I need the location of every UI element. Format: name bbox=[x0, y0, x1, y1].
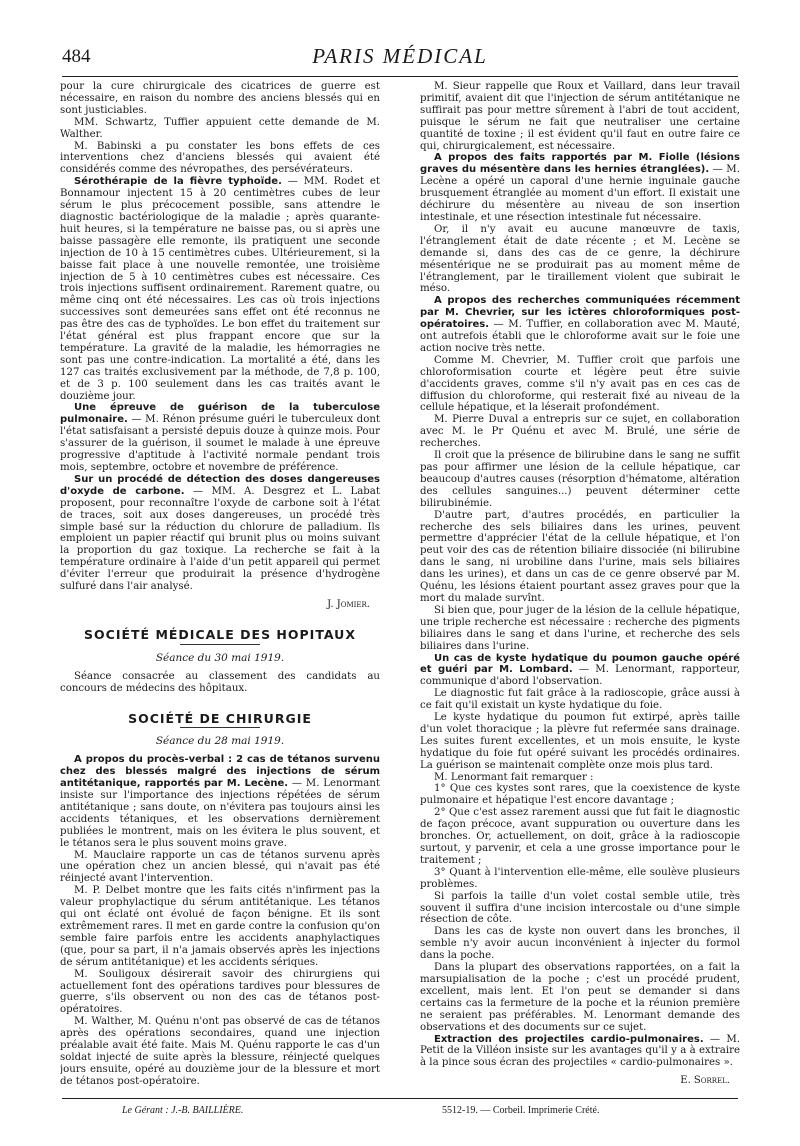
paragraph: Séance consacrée au classement des candidats au concours de médecins des hôpitaux. bbox=[60, 670, 380, 694]
page-header bbox=[62, 42, 738, 77]
article-kyste bbox=[420, 653, 740, 689]
article-text: — M. Lenormant insiste sur l'importance des injections répétées de sérum antitétanique ; sans doute, on n'évitera pas toujours ainsi les accidents tétaniques, et les observations dernièrement publiées le montrent, mais on les évitera le plus souvent, et le tétanos sera le plus souvent moins grave. bbox=[60, 778, 380, 849]
section-title-hopitaux: SOCIÉTÉ MÉDICALE DES HOPITAUX bbox=[84, 626, 356, 642]
article-heading: Une épreuve de guérison de la tuberculose pulmonaire. bbox=[60, 402, 380, 426]
article-extraction bbox=[420, 1034, 740, 1070]
article-text: — MM. A. Desgrez et L. Labat proposent, pour reconnaître l'oxyde de carbone soit à l'état de traces, soit aux doses dangereuses, un procédé très simple basé sur la réduction du chlorure de palladium. Ils emploient un papier réactif qui brunit plus ou moins suivant la proportion du gaz toxique. La recherche se fait à la température ordinaire à l'aide d'un petit appareil qui permet d'éviter l'erreur que produirait la présence d'hydrogène sulfuré dans l'air analysé. bbox=[60, 485, 380, 593]
author-signature: E. Sorrel. bbox=[680, 1075, 730, 1087]
paragraph: Le kyste hydatique du poumon fut extirpé, après taille d'un volet thoracique ; la plèvre fut refermée sans drainage. Les suites furent excellentes, et un mois ensuite, le kyste hydatique du foie fut opéré suivant les procédés ordinaires. La guérison se maintenait complète onze mois plus tard. bbox=[420, 712, 740, 771]
article-text: — MM. Rodet et Bonnamour injectent 15 à 20 centimètres cubes de leur sérum le plus précocement possible, sans attendre le diagnostic bactériologique de la maladie ; après quarante-huit heures, si la température ne baisse pas, ou si après une baisse passagère elle remonte, ils pratiquent une seconde injection de 10 à 15 centimètres cubes. Ultérieurement, si la baisse fait place à une nouvelle remontée, une troisième injection de 5 à 10 centimètres cubes est nécessaire. Ces trois injections suffisent ordinairement. Rarement quatre, ou même cinq ont été nécessaires. Les cas où trois injections successives sont demeurées sans effet ont été reconnus ne pas être des cas de typhoïdes. Le bon effet du traitement sur l'état général est plus frappant encore que sur la température. La gravité de la maladie, les hémorragies ne sont pas une contre-indication. La mortalité a été, dans les 127 cas traités exclusivement par la méthode, de 7,8 p. 100, et de 3 p. 100 seulement dans les cas traités avant le douzième jour. bbox=[60, 176, 380, 402]
article-heading: Sur un procédé de détection des doses dangereuses d'oxyde de carbone. bbox=[60, 473, 380, 497]
paragraph: Si bien que, pour juger de la lésion de la cellule hépatique, une triple recherche est nécessaire : recherche des pigments biliaires dans le sang et dans l'urine, et recherche des sels biliaires dans l'urine. bbox=[420, 604, 740, 652]
footer-gerant: Le Gérant : J.-B. BAILLIÈRE. bbox=[122, 1105, 244, 1116]
article-proces-verbal bbox=[60, 754, 380, 849]
article-chevrier bbox=[420, 295, 740, 355]
paragraph: Dans la plupart des observations rapportées, on a fait la marsupialisation de la poche ; c'est un procédé prudent, excellent, mais lent. Et l'on peut se demander si dans certains cas la fermeture de la poche et la réunion première ne seraient pas préférables. M. Lenormant demande des observations et des documents sur ce sujet. bbox=[420, 962, 740, 1033]
article-oxyde bbox=[60, 474, 380, 593]
paragraph: M. Babinski a pu constater les bons effets de ces interventions chez d'anciens blessés qui avaient été considérés comme des névropathes, des persévérateurs. bbox=[60, 140, 380, 176]
section-title-chirurgie: SOCIÉTÉ DE CHIRURGIE bbox=[128, 710, 312, 726]
paragraph: Si parfois la taille d'un volet costal semble utile, très souvent il suffira d'une incision intercostale ou d'une simple résection de côte. bbox=[420, 890, 740, 926]
article-text: — M. Lenormant, rapporteur, communique d'abord l'observation. bbox=[420, 664, 740, 688]
article-typhoide bbox=[60, 176, 380, 402]
paragraph: Il croit que la présence de bilirubine dans le sang ne suffit pas pour affirmer une lésion de la cellule hépatique, car beaucoup d'autres causes (résorption d'hématome, altération des cellules sanguines...) peuvent déterminer cette bilirubinémie. bbox=[420, 450, 740, 509]
paragraph: Dans les cas de kyste non ouvert dans les bronches, il semble n'y avoir aucun inconvénient à injecter du formol dans la poche. bbox=[420, 926, 740, 962]
list-item: 1° Que ces kystes sont rares, que la coexistence de kyste pulmonaire et hépatique l'est encore davantage ; bbox=[420, 783, 740, 807]
paragraph: M. Souligoux désirerait savoir des chirurgiens qui actuellement font des opérations tardives pour blessures de guerre, s'ils observent ou non des cas de tétanos post-opératoires. bbox=[60, 968, 380, 1016]
paragraph: pour la cure chirurgicale des cicatrices de guerre est nécessaire, en raison du nombre des anciens blessés qui en sont justiciables. bbox=[60, 81, 380, 116]
author-signature: J. Jomier. bbox=[327, 598, 370, 610]
left-column bbox=[60, 81, 380, 1101]
article-heading: Un cas de kyste hydatique du poumon gauche opéré et guéri par M. Lombard. bbox=[420, 652, 740, 676]
paragraph: Comme M. Chevrier, M. Tuffier croit que parfois une chloroformisation courte et légère peut être suivie d'accidents graves, comme s'il n'y avait pas en ces cas de diffusion du chloroforme, qui resterait fixé au niveau de la cellule hépatique, et la léserait profondément. bbox=[420, 354, 740, 414]
page-number: 484 bbox=[62, 46, 91, 67]
paragraph: Or, il n'y avait eu aucune manœuvre de taxis, l'étranglement était de date récente ; et M. Lecène se demande si, dans des cas de ce genre, la déchirure mésentérique ne se produirait pas au moment même de l'étranglement, par le tiraillement violent que subirait le méso. bbox=[420, 223, 740, 295]
paragraph: M. Mauclaire rapporte un cas de tétanos survenu après une opération chez un ancien blessé, qui n'avait pas été réinjecté avant l'intervention. bbox=[60, 849, 380, 885]
article-text: — M. Petit de la Villéon insiste sur les avantages qu'il y a à extraire à la pince sous écran des projectiles « cardio-pulmonaires ». bbox=[420, 1033, 740, 1069]
article-fiolle bbox=[420, 152, 740, 223]
section-divider bbox=[180, 644, 260, 645]
paragraph: Le diagnostic fut fait grâce à la radioscopie, grâce aussi à ce fait qu'il existait un kyste hydatique du foie. bbox=[420, 688, 740, 712]
article-heading: A propos du procès-verbal : 2 cas de tétanos survenu chez des blessés malgré des injections de sérum antitétanique, rapportés par M. Lecène. bbox=[60, 754, 380, 790]
paragraph: D'autre part, d'autres procédés, en particulier la recherche des sels biliaires dans les urines, peuvent permettre d'apprécier l'état de la cellule hépatique, et l'on peut voir des cas de rétention biliaire dissociée (ni bilirubine dans le sang, ni urobiline dans l'urine, mais sels biliaires dans les urines), et dans un cas de ce genre observé par M. Quénu, les lésions étaient pourtant assez graves pour que la mort du malade survînt. bbox=[420, 509, 740, 604]
footer-imprimerie: 5512-19. — Corbeil. Imprimerie Crété. bbox=[442, 1105, 600, 1116]
article-text: — M. Tuffier, en collaboration avec M. Mauté, ont autrefois établi que le chloroforme avait sur le foie une action nocive très nette. bbox=[420, 319, 740, 354]
paragraph: M. Walther, M. Quénu n'ont pas observé de cas de tétanos après des opérations secondaires, quand une injection préalable avait été faite. Mais M. Quénu rapporte le cas d'un soldat injecté de suite après la blessure, réinjecté quelques jours ensuite, opéré au douzième jour de la blessure et mort de tétanos post-opératoire. bbox=[60, 1016, 380, 1087]
paragraph: M. Lenormant fait remarquer : bbox=[434, 771, 594, 783]
article-heading: A propos des recherches communiquées récemment par M. Chevrier, sur les ictères chloroformiques post-opératoires. bbox=[420, 295, 740, 331]
article-tuberculose bbox=[60, 402, 380, 473]
article-heading: Extraction des projectiles cardio-pulmonaires. bbox=[434, 1033, 704, 1045]
paragraph: M. P. Delbet montre que les faits cités n'infirment pas la valeur prophylactique du sérum antitétanique. Les tétanos qui ont éclaté ont évolué de façon bénigne. Et ils sont extrêmement rares. Il met en garde contre la confusion qu'on semble faire parfois entre les accidents anaphylactiques (que, pour sa part, il n'a jamais observés après les injections de sérum antitétanique) et les accidents sériques. bbox=[60, 885, 380, 968]
list-item: 3° Quant à l'intervention elle-même, elle soulève plusieurs problèmes. bbox=[420, 866, 740, 890]
article-text: — M. Rénon présume guéri le tuberculeux dont l'état satisfaisant a persisté depuis douze à quinze mois. Pour s'assurer de la guérison, il soumet le malade à une épreuve progressive d'aptitude à l'activité normale pendant trois mois, septembre, octobre et novembre de préférence. bbox=[60, 414, 380, 473]
journal-title: PARIS MÉDICAL bbox=[312, 44, 488, 68]
page-footer bbox=[62, 1098, 738, 1116]
section-divider bbox=[180, 727, 260, 728]
paragraph: MM. Schwartz, Tuffier appuient cette demande de M. Walther. bbox=[60, 116, 380, 140]
article-text: — M. Lecène a opéré un caporal d'une hernie inguinale gauche brusquement étranglée au moment d'un effort. Il existait une déchirure du mésentère au niveau de son insertion intestinale, et une résection intestinale fut nécessaire. bbox=[420, 164, 740, 223]
right-column bbox=[420, 81, 740, 1101]
seance-date: Séance du 28 mai 1919. bbox=[155, 735, 285, 748]
article-heading: A propos des faits rapportés par M. Fiolle (lésions graves du mésentère dans les hernies étranglées). bbox=[420, 152, 740, 176]
article-heading: Sérothérapie de la fièvre typhoïde. bbox=[74, 176, 282, 188]
paragraph: M. Pierre Duval a entrepris sur ce sujet, en collaboration avec M. le Pr Quénu et avec M. Brulé, une série de recherches. bbox=[420, 414, 740, 450]
paragraph: M. Sieur rappelle que Roux et Vaillard, dans leur travail primitif, avaient dit que l'injection de sérum antitétanique ne suffirait pas pour mettre sûrement à l'abri de tout accident, puisque le sérum ne fait que neutraliser une certaine quantité de toxine ; il est évident qu'il faut en outre faire ce qui, chirurgicalement, est nécessaire. bbox=[420, 81, 740, 152]
list-item: 2° Que c'est assez rarement aussi que fut fait le diagnostic de façon précoce, avant suppuration ou ouverture dans les bronches. Or, actuellement, on doit, grâce à la radioscopie surtout, y parvenir, et cela a une grosse importance pour le traitement ; bbox=[420, 807, 740, 866]
seance-date: Séance du 30 mai 1919. bbox=[155, 651, 285, 664]
